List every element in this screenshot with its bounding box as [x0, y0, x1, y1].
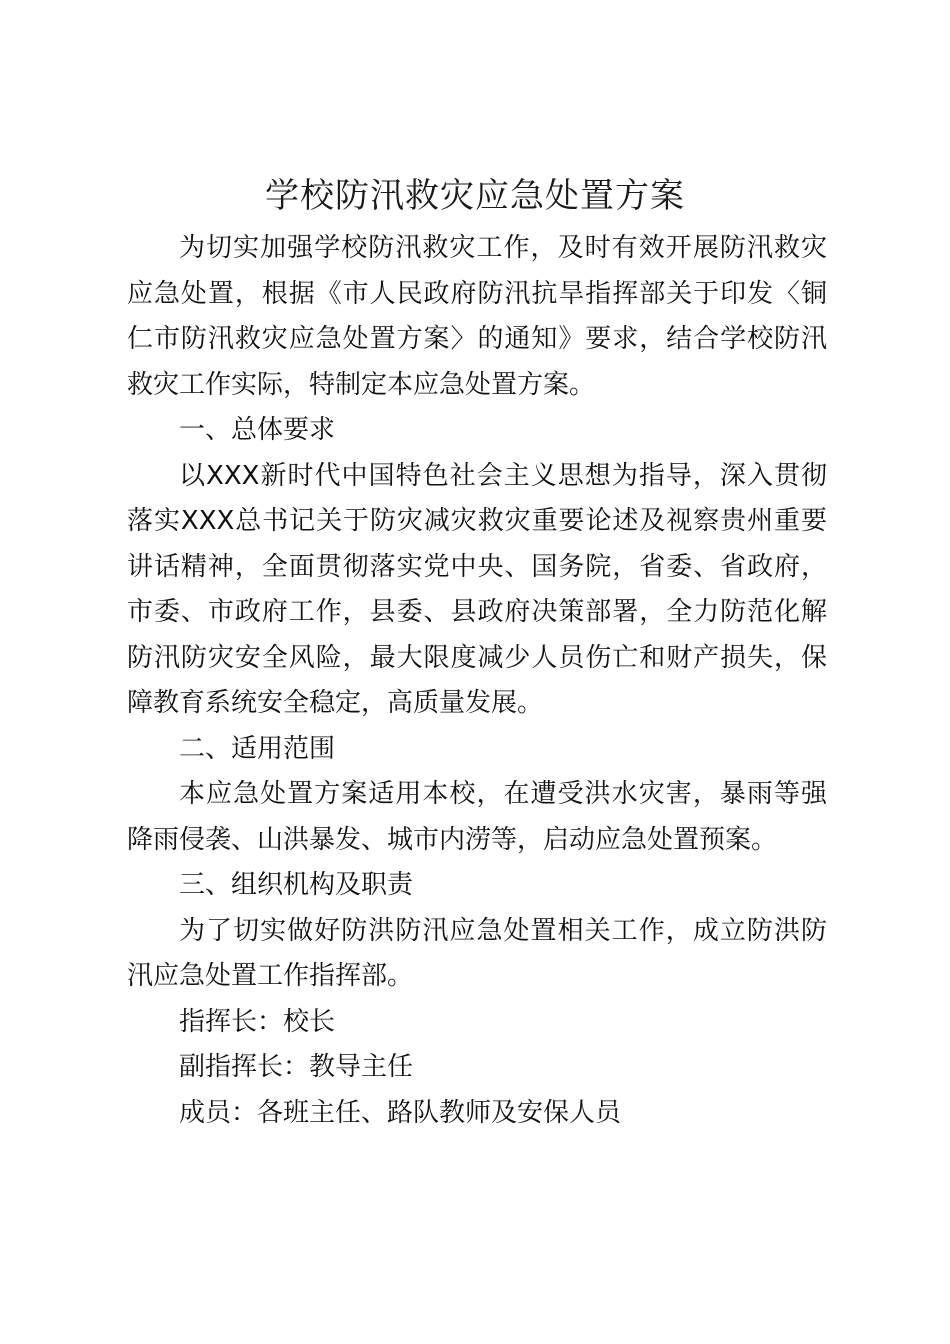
organization-paragraph: 为了切实做好防洪防汛应急处置相关工作，成立防洪防汛应急处置工作指挥部。	[127, 915, 827, 991]
general-requirements-paragraph: 以XXX新时代中国特色社会主义思想为指导，深入贯彻落实XXX总书记关于防灾减灾救灾重要论述及视察贵州重要讲话精神，全面贯彻落实党中央、国务院，省委、省政府，市委、市政府工作，县委、县政府决策部署，全力防范化解防汛防灾安全风险，最大限度减少人员伤亡和财产损失，保障教育系统安全稳定，高质量发展。	[127, 460, 827, 718]
deputy-commander-line: 副指挥长：教导主任	[179, 1052, 414, 1082]
scope-paragraph: 本应急处置方案适用本校，在遭受洪水灾害，暴雨等强降雨侵袭、山洪暴发、城市内涝等，启动应急处置预案。	[127, 779, 827, 855]
members-line: 成员：各班主任、路队教师及安保人员	[179, 1097, 622, 1128]
document-body	[127, 226, 827, 1136]
section-heading-organization: 三、组织机构及职责	[179, 870, 414, 900]
section-heading-scope: 二、适用范围	[179, 733, 336, 764]
document-title: 学校防汛救灾应急处置方案	[265, 176, 685, 216]
section-heading-general-requirements: 一、总体要求	[179, 415, 336, 445]
commander-line: 指挥长：校长	[179, 1006, 336, 1037]
intro-paragraph: 为切实加强学校防汛救灾工作，及时有效开展防汛救灾应急处置，根据《市人民政府防汛抗旱指挥部关于印发〈铜仁市防汛救灾应急处置方案〉的通知》要求，结合学校防汛救灾工作实际，特制定本应急处置方案。	[127, 233, 827, 400]
